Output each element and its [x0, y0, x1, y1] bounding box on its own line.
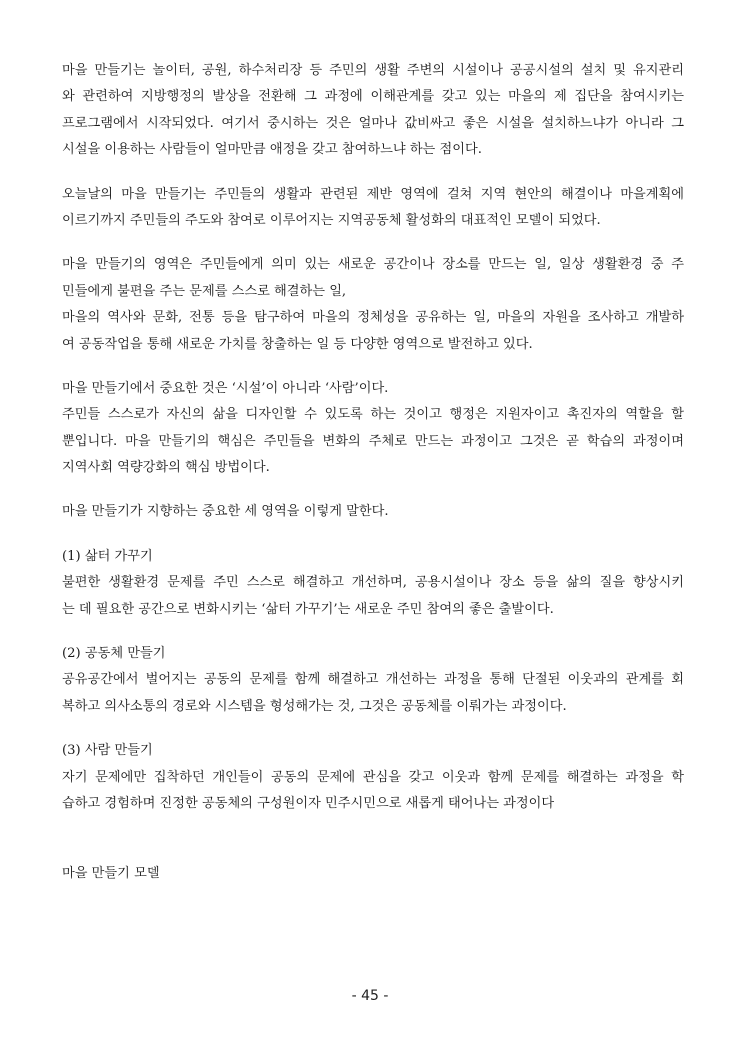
paragraph-domains [62, 252, 684, 358]
section-heading: (3) 사람 만들기 [62, 743, 153, 759]
text-line: 오늘날의 마을 만들기는 주민들의 생활과 관련된 제반 영역에 걸쳐 지역 현안의 해결이나 마을계획에 [62, 186, 684, 202]
text-line: 는 데 필요한 공간으로 변화시키는 ‘삶터 가꾸기’는 새로운 주민 참여의 좋은 출발이다. [62, 601, 554, 617]
paragraph-people [62, 376, 684, 482]
section-community [62, 641, 684, 720]
text-line: 복하고 의사소통의 경로와 시스템을 형성해가는 것, 그것은 공동체를 이뤄가는 과정이다. [62, 698, 567, 714]
text-line: 마을의 역사와 문화, 전통 등을 탐구하여 마을의 정체성을 공유하는 일, 마을의 자원을 조사하고 개발하 [62, 310, 684, 326]
text-line: 마을 만들기가 지향하는 중요한 세 영역을 이렇게 말한다. [62, 504, 389, 520]
closing-heading [62, 861, 684, 887]
text-line: 프로그램에서 시작되었다. 여기서 중시하는 것은 얼마나 값비싸고 좋은 시설을 설치하느냐가 아니라 그 [62, 115, 684, 131]
section-heading: (2) 공동체 만들기 [62, 646, 166, 662]
text-line: 와 관련하여 지방행정의 발상을 전환해 그 과정에 이해관계를 갖고 있는 마을의 제 집단을 참여시키는 [62, 89, 684, 105]
paragraph-today [62, 182, 684, 235]
text-line: 이르기까지 주민들의 주도와 참여로 이루어지는 지역공동체 활성화의 대표적인 모델이 되었다. [62, 212, 601, 228]
text-line: 불편한 생활환경 문제를 주민 스스로 해결하고 개선하며, 공용시설이나 장소 등을 삶의 질을 향상시키 [62, 575, 684, 591]
section-living-space [62, 544, 684, 623]
text-line: 뿐입니다. 마을 만들기의 핵심은 주민들을 변화의 주체로 만드는 과정이고 그것은 곧 학습의 과정이며 [62, 433, 684, 449]
text-line: 지역사회 역량강화의 핵심 방법이다. [62, 460, 270, 476]
text-line: 시설을 이용하는 사람들이 얼마만큼 애정을 갖고 참여하느냐 하는 점이다. [62, 142, 482, 158]
section-people-making [62, 738, 684, 817]
text-line: 마을 만들기는 놀이터, 공원, 하수처리장 등 주민의 생활 주변의 시설이나 공공시설의 설치 및 유지관리 [62, 63, 684, 78]
text-line: 습하고 경험하며 진정한 공동체의 구성원이자 민주시민으로 새롭게 태어나는 과정이다 [62, 795, 555, 811]
document-body [62, 58, 684, 888]
text-line: 공유공간에서 벌어지는 공동의 문제를 함께 해결하고 개선하는 과정을 통해 단절된 이웃과의 관계를 회 [62, 672, 684, 688]
paragraph-three-areas [62, 499, 684, 525]
text-line: 자기 문제에만 집착하던 개인들이 공동의 문제에 관심을 갖고 이웃과 함께 문제를 해결하는 과정을 학 [62, 769, 684, 785]
text-line: 민들에게 불편을 주는 문제를 스스로 해결하는 일, [62, 283, 347, 299]
section-heading: (1) 삶터 가꾸기 [62, 548, 153, 564]
text-line: 주민들 스스로가 자신의 삶을 디자인할 수 있도록 하는 것이고 행정은 지원자이고 촉진자의 역할을 할 [62, 407, 684, 423]
text-line: 마을 만들기의 영역은 주민들에게 의미 있는 새로운 공간이나 장소를 만드는 일, 일상 생활환경 중 주 [62, 257, 684, 273]
text-line: 마을 만들기에서 중요한 것은 ‘시설’이 아니라 ‘사람’이다. [62, 380, 389, 396]
text-line: 여 공동작업을 통해 새로운 가치를 창출하는 일 등 다양한 영역으로 발전하고 있다. [62, 336, 533, 352]
page-number: - 45 - [351, 988, 389, 1004]
model-heading: 마을 만들기 모델 [62, 866, 160, 882]
paragraph-intro [62, 58, 684, 164]
